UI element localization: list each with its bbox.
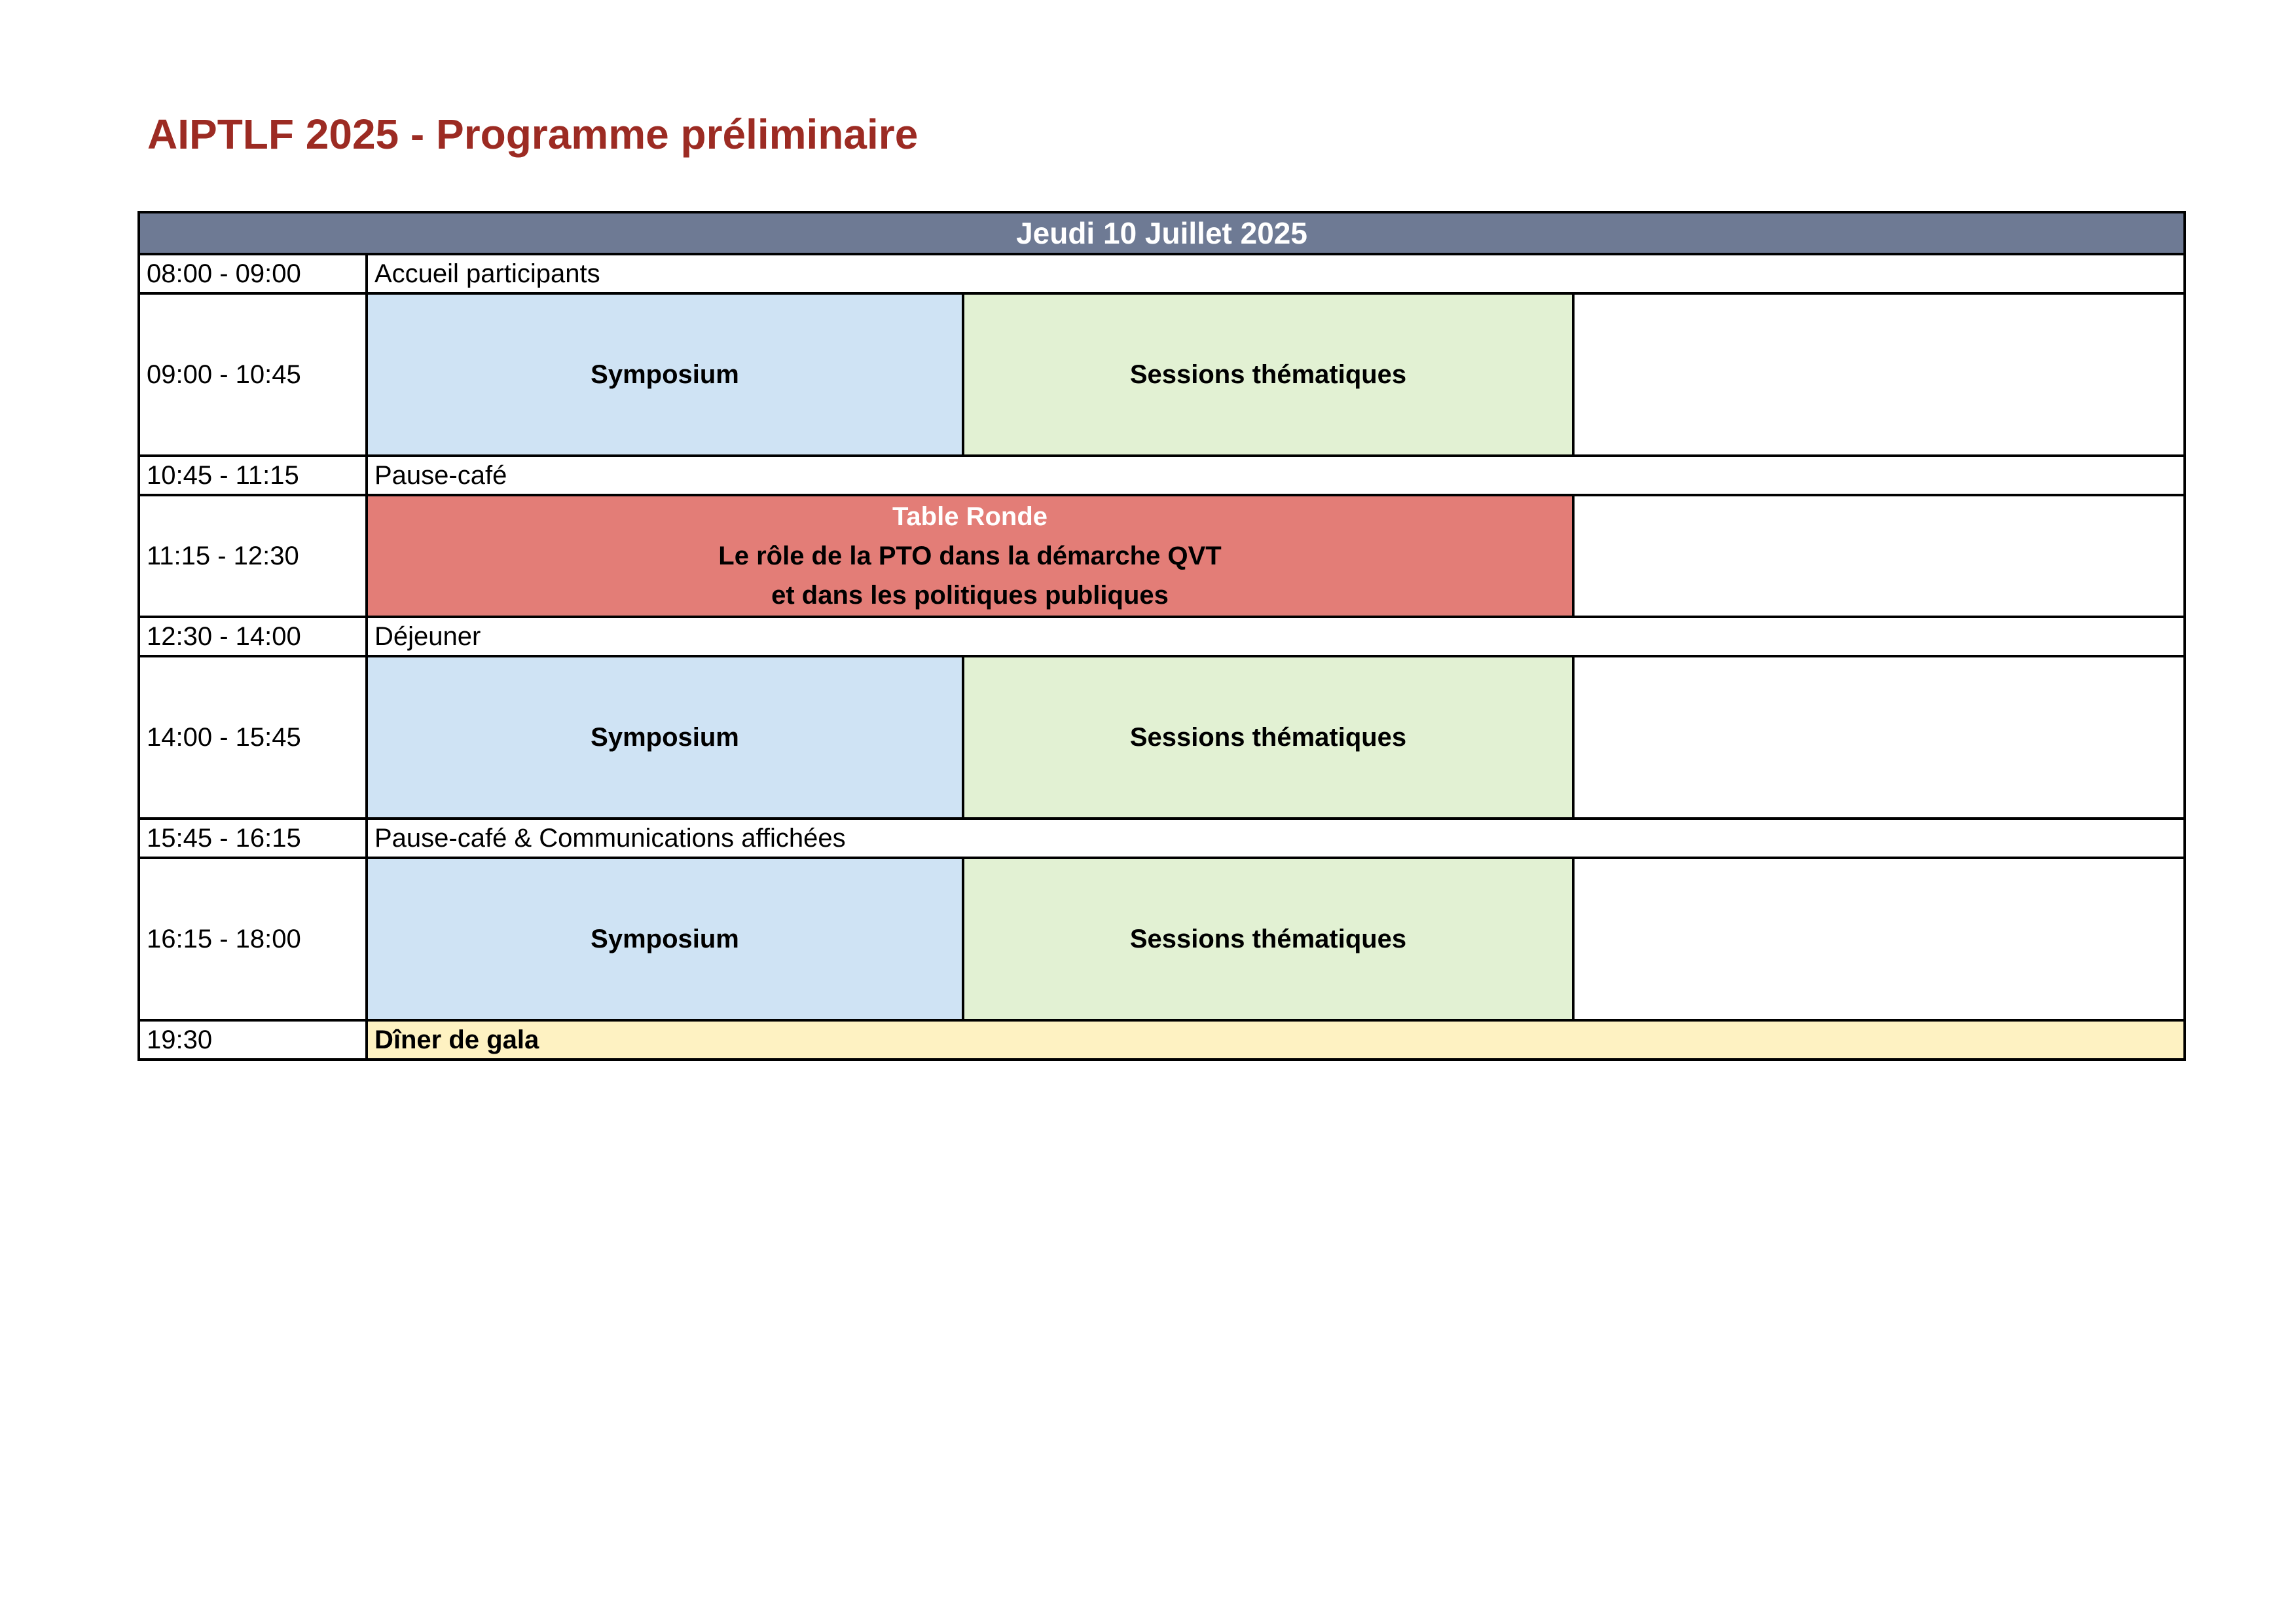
day-header: Jeudi 10 Juillet 2025: [139, 212, 2185, 254]
schedule-row: [139, 495, 2185, 617]
time-slot: 16:15 - 18:00: [139, 858, 367, 1020]
program-table: [137, 211, 2186, 1061]
symposium-cell: Symposium: [367, 293, 963, 456]
roundtable-cell: [367, 495, 1573, 617]
activity-label: Déjeuner: [367, 617, 2185, 656]
symposium-cell: Symposium: [367, 656, 963, 819]
day-header-row: [139, 212, 2185, 254]
schedule-row: [139, 456, 2185, 495]
sessions-cell: Sessions thématiques: [963, 858, 1573, 1020]
time-slot: 11:15 - 12:30: [139, 495, 367, 617]
schedule-row: [139, 656, 2185, 819]
time-slot: 12:30 - 14:00: [139, 617, 367, 656]
roundtable-title: Table Ronde: [892, 502, 1048, 531]
schedule-row: [139, 1020, 2185, 1060]
empty-cell: [1573, 495, 2185, 617]
sessions-cell: Sessions thématiques: [963, 656, 1573, 819]
schedule-row: [139, 254, 2185, 293]
empty-cell: [1573, 656, 2185, 819]
roundtable-subtitle-line: et dans les politiques publiques: [771, 581, 1169, 610]
activity-label: Pause-café & Communications affichées: [367, 819, 2185, 858]
time-slot: 15:45 - 16:15: [139, 819, 367, 858]
schedule-row: [139, 858, 2185, 1020]
activity-label: Pause-café: [367, 456, 2185, 495]
page-title: AIPTLF 2025 - Programme préliminaire: [147, 111, 919, 158]
schedule-row: [139, 293, 2185, 456]
time-slot: 09:00 - 10:45: [139, 293, 367, 456]
schedule-row: [139, 819, 2185, 858]
schedule-row: [139, 617, 2185, 656]
time-slot: 08:00 - 09:00: [139, 254, 367, 293]
empty-cell: [1573, 293, 2185, 456]
time-slot: 14:00 - 15:45: [139, 656, 367, 819]
gala-dinner-label: Dîner de gala: [367, 1020, 2185, 1060]
roundtable-subtitle-line: Le rôle de la PTO dans la démarche QVT: [718, 542, 1222, 570]
sessions-cell: Sessions thématiques: [963, 293, 1573, 456]
empty-cell: [1573, 858, 2185, 1020]
time-slot: 10:45 - 11:15: [139, 456, 367, 495]
activity-label: Accueil participants: [367, 254, 2185, 293]
symposium-cell: Symposium: [367, 858, 963, 1020]
time-slot: 19:30: [139, 1020, 367, 1060]
